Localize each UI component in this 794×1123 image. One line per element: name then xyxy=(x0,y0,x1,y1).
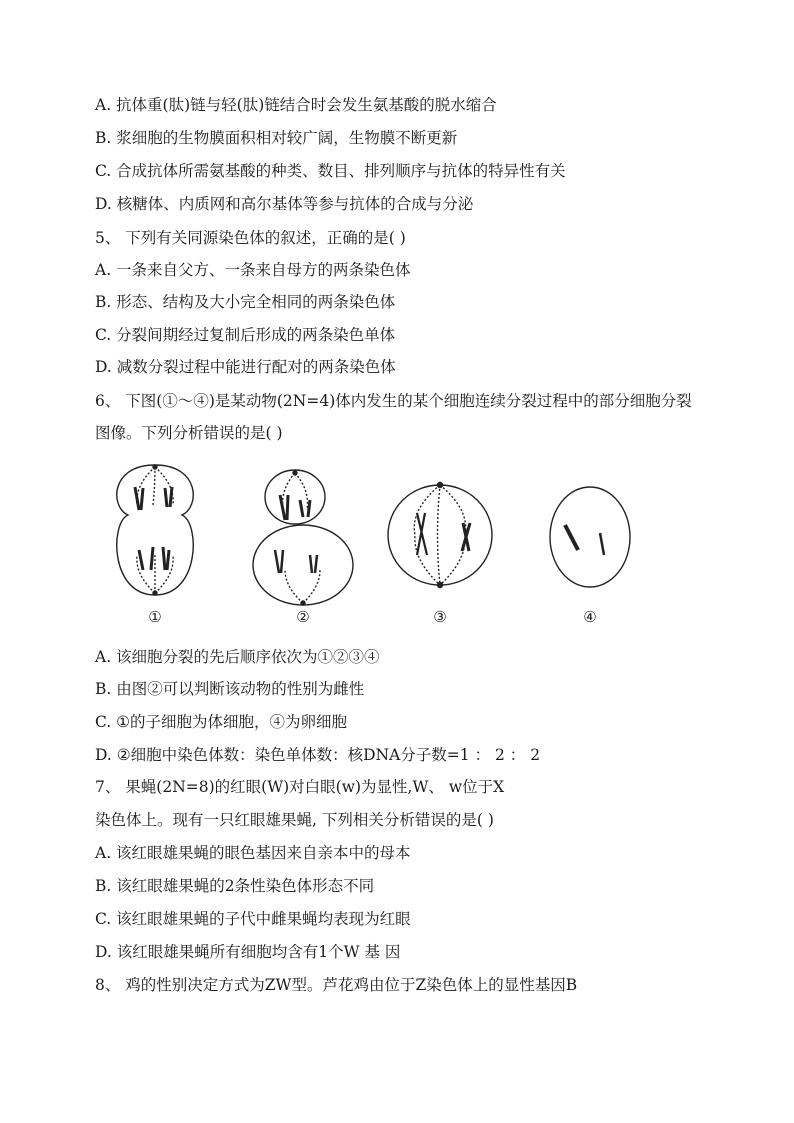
question-7-stem-line2: 染色体上。现有一只红眼雄果蝇, 下列相关分析错误的是( ) xyxy=(95,811,494,829)
cell-2-drawing xyxy=(253,470,353,605)
cell-3-drawing xyxy=(388,483,492,588)
question-6-stem-line2: 图像。下列分析错误的是( ) xyxy=(95,424,283,442)
question-6-stem-line1: 6、 下图(①～④)是某动物(2N=4)体内发生的某个细胞连续分裂过程中的部分细胞分裂 xyxy=(95,392,692,410)
option-7a: A. 该红眼雄果蝇的眼色基因来自亲本中的母本 xyxy=(95,844,411,862)
figure-label-2: ② xyxy=(296,608,310,626)
figure-label-4: ④ xyxy=(583,608,597,626)
option-4c: C. 合成抗体所需氨基酸的种类、数目、排列顺序与抗体的特异性有关 xyxy=(95,162,566,180)
option-7b: B. 该红眼雄果蝇的2条性染色体形态不同 xyxy=(95,877,375,895)
cell-4-drawing xyxy=(550,487,630,587)
question-7-stem-line1: 7、 果蝇(2N=8)的红眼(W)对白眼(w)为显性,W、 w位于X xyxy=(95,778,505,796)
option-6d: D. ②细胞中染色体数：染色单体数：核DNA分子数=1 ： 2 ： 2 xyxy=(95,746,541,764)
option-7c: C. 该红眼雄果蝇的子代中雌果蝇均表现为红眼 xyxy=(95,910,411,928)
option-6a: A. 该细胞分裂的先后顺序依次为①②③④ xyxy=(95,648,380,666)
figure-label-3: ③ xyxy=(433,608,447,626)
cell-division-diagram xyxy=(95,455,715,630)
option-6b: B. 由图②可以判断该动物的性别为雌性 xyxy=(95,680,365,698)
cell-1-drawing xyxy=(117,465,193,595)
question-8-stem: 8、 鸡的性别决定方式为ZW型。芦花鸡由位于Z染色体上的显性基因B xyxy=(95,976,578,994)
option-4b: B. 浆细胞的生物膜面积相对较广阔，生物膜不断更新 xyxy=(95,129,458,147)
option-4d: D. 核糖体、内质网和高尔基体等参与抗体的合成与分泌 xyxy=(95,195,474,213)
figure-label-1: ① xyxy=(148,608,162,626)
question-5-stem: 5、 下列有关同源染色体的叙述，正确的是( ) xyxy=(95,229,406,247)
cell-division-figure xyxy=(95,455,715,630)
option-5a: A. 一条来自父方、一条来自母方的两条染色体 xyxy=(95,261,411,279)
option-7d: D. 该红眼雄果蝇所有细胞均含有1个W 基 因 xyxy=(95,943,401,961)
option-5d: D. 减数分裂过程中能进行配对的两条染色体 xyxy=(95,358,396,376)
option-5c: C. 分裂间期经过复制后形成的两条染色单体 xyxy=(95,326,396,344)
option-5b: B. 形态、结构及大小完全相同的两条染色体 xyxy=(95,293,396,311)
option-4a: A. 抗体重(肽)链与轻(肽)链结合时会发生氨基酸的脱水缩合 xyxy=(95,96,497,114)
option-6c: C. ①的子细胞为体细胞，④为卵细胞 xyxy=(95,713,348,731)
